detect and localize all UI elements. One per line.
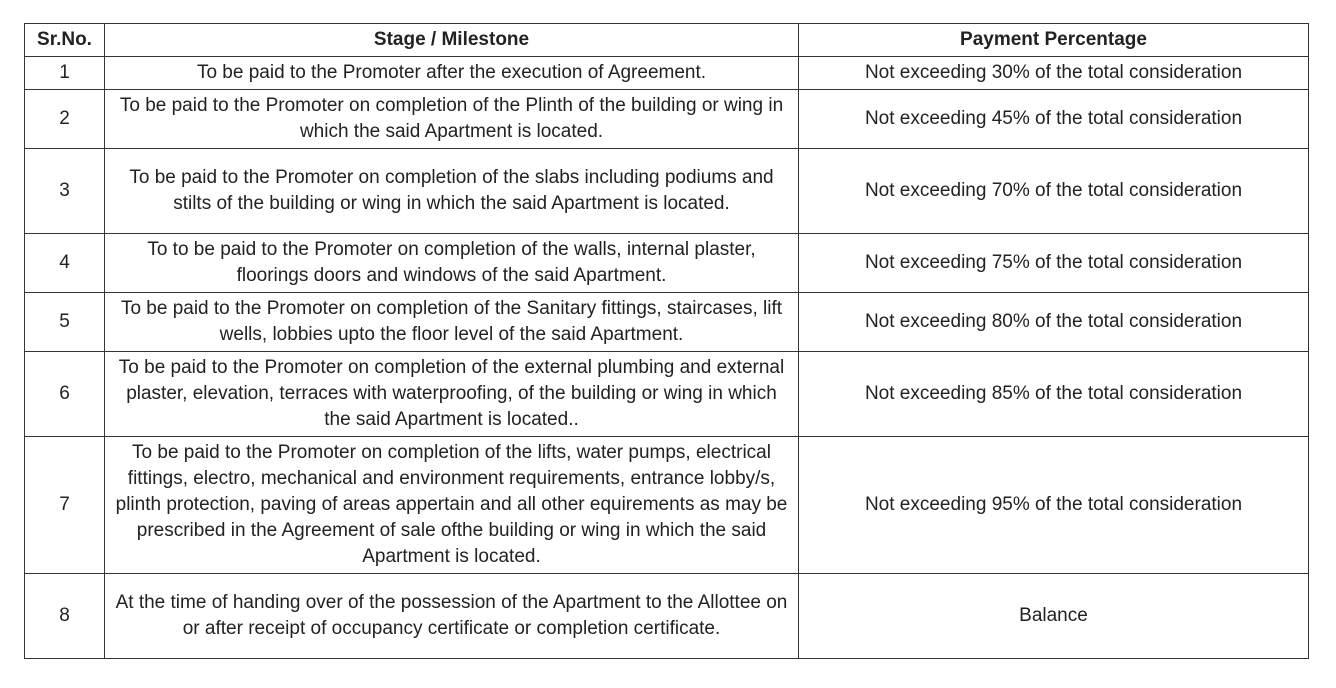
header-stage-milestone: Stage / Milestone	[105, 24, 799, 57]
payment-cell: Not exceeding 85% of the total consideration	[799, 352, 1309, 437]
table-row	[25, 352, 1309, 437]
table-row	[25, 234, 1309, 293]
header-sr-no: Sr.No.	[25, 24, 105, 57]
payment-cell: Not exceeding 80% of the total consideration	[799, 293, 1309, 352]
payment-cell: Not exceeding 75% of the total consideration	[799, 234, 1309, 293]
table-row	[25, 149, 1309, 234]
header-payment-percentage: Payment Percentage	[799, 24, 1309, 57]
table-row	[25, 90, 1309, 149]
table-row	[25, 574, 1309, 659]
stage-cell: To be paid to the Promoter after the execution of Agreement.	[105, 57, 799, 90]
stage-cell: To to be paid to the Promoter on completion of the walls, internal plaster, floorings doors and windows of the said Apartment.	[105, 234, 799, 293]
stage-cell: To be paid to the Promoter on completion of the lifts, water pumps, electrical fittings, electro, mechanical and environment requirements, entrance lobby/s, plinth protection, paving of areas appertain and all other equirements as may be prescribed in the Agreement of sale ofthe building or wing in which the said Apartment is located.	[105, 437, 799, 574]
stage-cell: To be paid to the Promoter on completion of the Sanitary fittings, staircases, lift wells, lobbies upto the floor level of the said Apartment.	[105, 293, 799, 352]
sr-no-cell: 8	[25, 574, 105, 659]
sr-no-cell: 2	[25, 90, 105, 149]
payment-schedule-table	[24, 23, 1309, 659]
table-header-row	[25, 24, 1309, 57]
sr-no-cell: 4	[25, 234, 105, 293]
payment-cell: Balance	[799, 574, 1309, 659]
payment-cell: Not exceeding 45% of the total consideration	[799, 90, 1309, 149]
table-row	[25, 437, 1309, 574]
stage-cell: To be paid to the Promoter on completion of the Plinth of the building or wing in which the said Apartment is located.	[105, 90, 799, 149]
sr-no-cell: 3	[25, 149, 105, 234]
table-row	[25, 293, 1309, 352]
stage-cell: At the time of handing over of the possession of the Apartment to the Allottee on or after receipt of occupancy certificate or completion certificate.	[105, 574, 799, 659]
payment-cell: Not exceeding 30% of the total consideration	[799, 57, 1309, 90]
stage-cell: To be paid to the Promoter on completion of the external plumbing and external plaster, elevation, terraces with waterproofing, of the building or wing in which the said Apartment is located..	[105, 352, 799, 437]
sr-no-cell: 5	[25, 293, 105, 352]
payment-cell: Not exceeding 70% of the total consideration	[799, 149, 1309, 234]
sr-no-cell: 1	[25, 57, 105, 90]
table-row	[25, 57, 1309, 90]
payment-cell: Not exceeding 95% of the total consideration	[799, 437, 1309, 574]
sr-no-cell: 7	[25, 437, 105, 574]
stage-cell: To be paid to the Promoter on completion of the slabs including podiums and stilts of the building or wing in which the said Apartment is located.	[105, 149, 799, 234]
sr-no-cell: 6	[25, 352, 105, 437]
